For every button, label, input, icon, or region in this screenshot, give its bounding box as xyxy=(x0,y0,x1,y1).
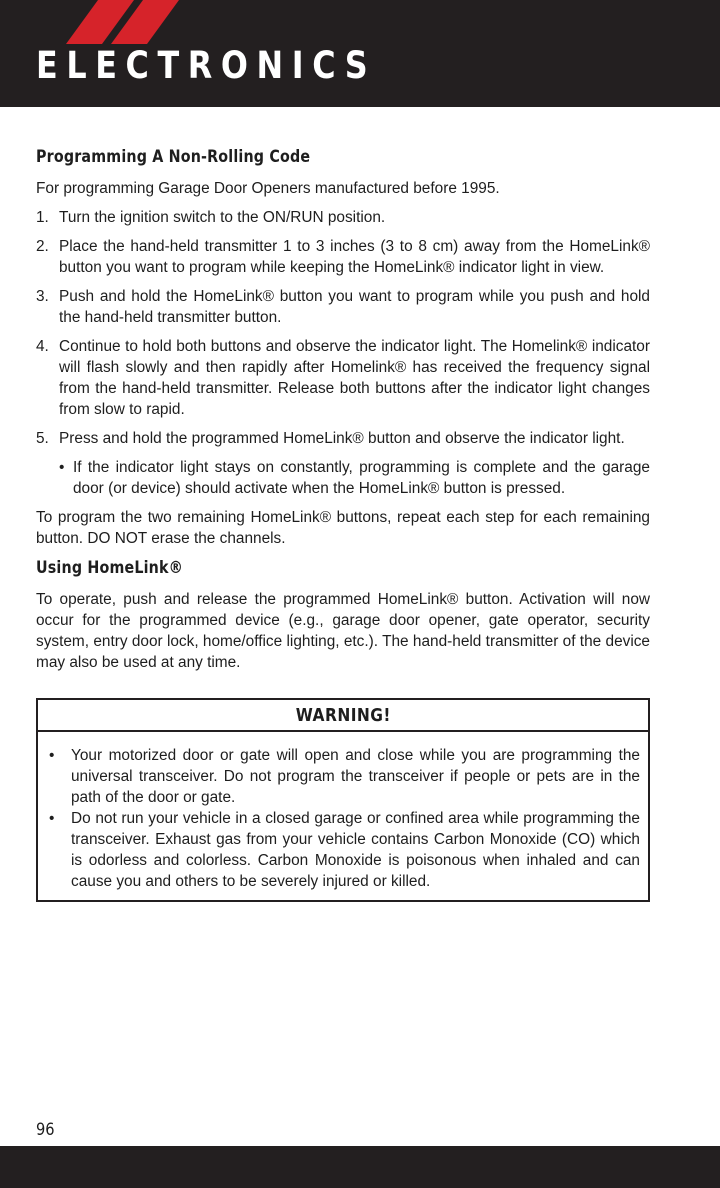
list-item xyxy=(36,286,650,328)
list-item xyxy=(46,808,640,892)
bullet-icon: • xyxy=(49,747,55,764)
bullet-text: If the indicator light stays on constantly, programming is complete and the garage door (or device) should activate when the HomeLink® button is pressed. xyxy=(73,459,650,497)
step-number: 5. xyxy=(36,430,49,447)
page-number: 96 xyxy=(36,1120,55,1140)
footer-bar xyxy=(0,1146,720,1188)
programming-steps-list xyxy=(36,207,650,449)
step-number: 3. xyxy=(36,288,49,305)
page-content xyxy=(36,142,650,681)
using-homelink-paragraph: To operate, push and release the programmed HomeLink® button. Activation will now occur for the programmed device (e.g., garage door opener, gate operator, security system, entry door lock, home/office lighting, etc.). The hand-held transmitter of the device may also be used at any time. xyxy=(36,591,650,671)
warning-text: Do not run your vehicle in a closed garage or confined area while programming the transceiver. Exhaust gas from your vehicle contains Carbon Monoxide (CO) which is odorless and colorless. Carbon Monoxide is poisonous when inhaled and can cause you and others to be severely injured or killed. xyxy=(71,810,640,890)
list-item xyxy=(59,457,650,499)
warning-text: Your motorized door or gate will open and close while you are programming the universal transceiver. Do not program the transceiver if people or pets are in the path of the door or gate. xyxy=(71,747,640,806)
section-header xyxy=(0,0,720,107)
heading-programming-non-rolling-code: Programming A Non-Rolling Code xyxy=(36,147,311,167)
step-text: Turn the ignition switch to the ON/RUN position. xyxy=(59,209,386,226)
warning-title xyxy=(38,700,648,732)
list-item xyxy=(46,745,640,808)
step-text: Place the hand-held transmitter 1 to 3 inches (3 to 8 cm) away from the HomeLink® button you want to program while keeping the HomeLink® indicator light in view. xyxy=(59,238,650,276)
step-text: Push and hold the HomeLink® button you want to program while you push and hold the hand-held transmitter button. xyxy=(59,288,650,326)
list-item xyxy=(36,236,650,278)
step5-bullet-list xyxy=(59,457,650,499)
step-text: Press and hold the programmed HomeLink® button and observe the indicator light. xyxy=(59,430,625,447)
heading-using-homelink: Using HomeLink® xyxy=(36,558,184,578)
step-number: 2. xyxy=(36,238,49,255)
step-number: 4. xyxy=(36,338,49,355)
brand-stripes-logo xyxy=(0,0,720,48)
bullet-icon: • xyxy=(49,810,55,827)
step-text: Continue to hold both buttons and observe the indicator light. The Homelink® indicator will flash slowly and then rapidly after Homelink® has received the frequency signal from the hand-held transmitter. Release both buttons after the indicator light changes from slow to rapid. xyxy=(59,338,650,418)
list-item xyxy=(36,428,650,449)
warning-title-text: WARNING! xyxy=(295,705,391,726)
intro-paragraph: For programming Garage Door Openers manufactured before 1995. xyxy=(36,180,500,197)
remaining-buttons-note: To program the two remaining HomeLink® buttons, repeat each step for each remaining button. DO NOT erase the channels. xyxy=(36,509,650,547)
warning-box xyxy=(36,698,650,902)
warning-list xyxy=(38,732,648,900)
list-item xyxy=(36,207,650,228)
list-item xyxy=(36,336,650,420)
bullet-icon: • xyxy=(59,459,65,476)
section-title: ELECTRONICS xyxy=(36,44,377,87)
step-number: 1. xyxy=(36,209,49,226)
